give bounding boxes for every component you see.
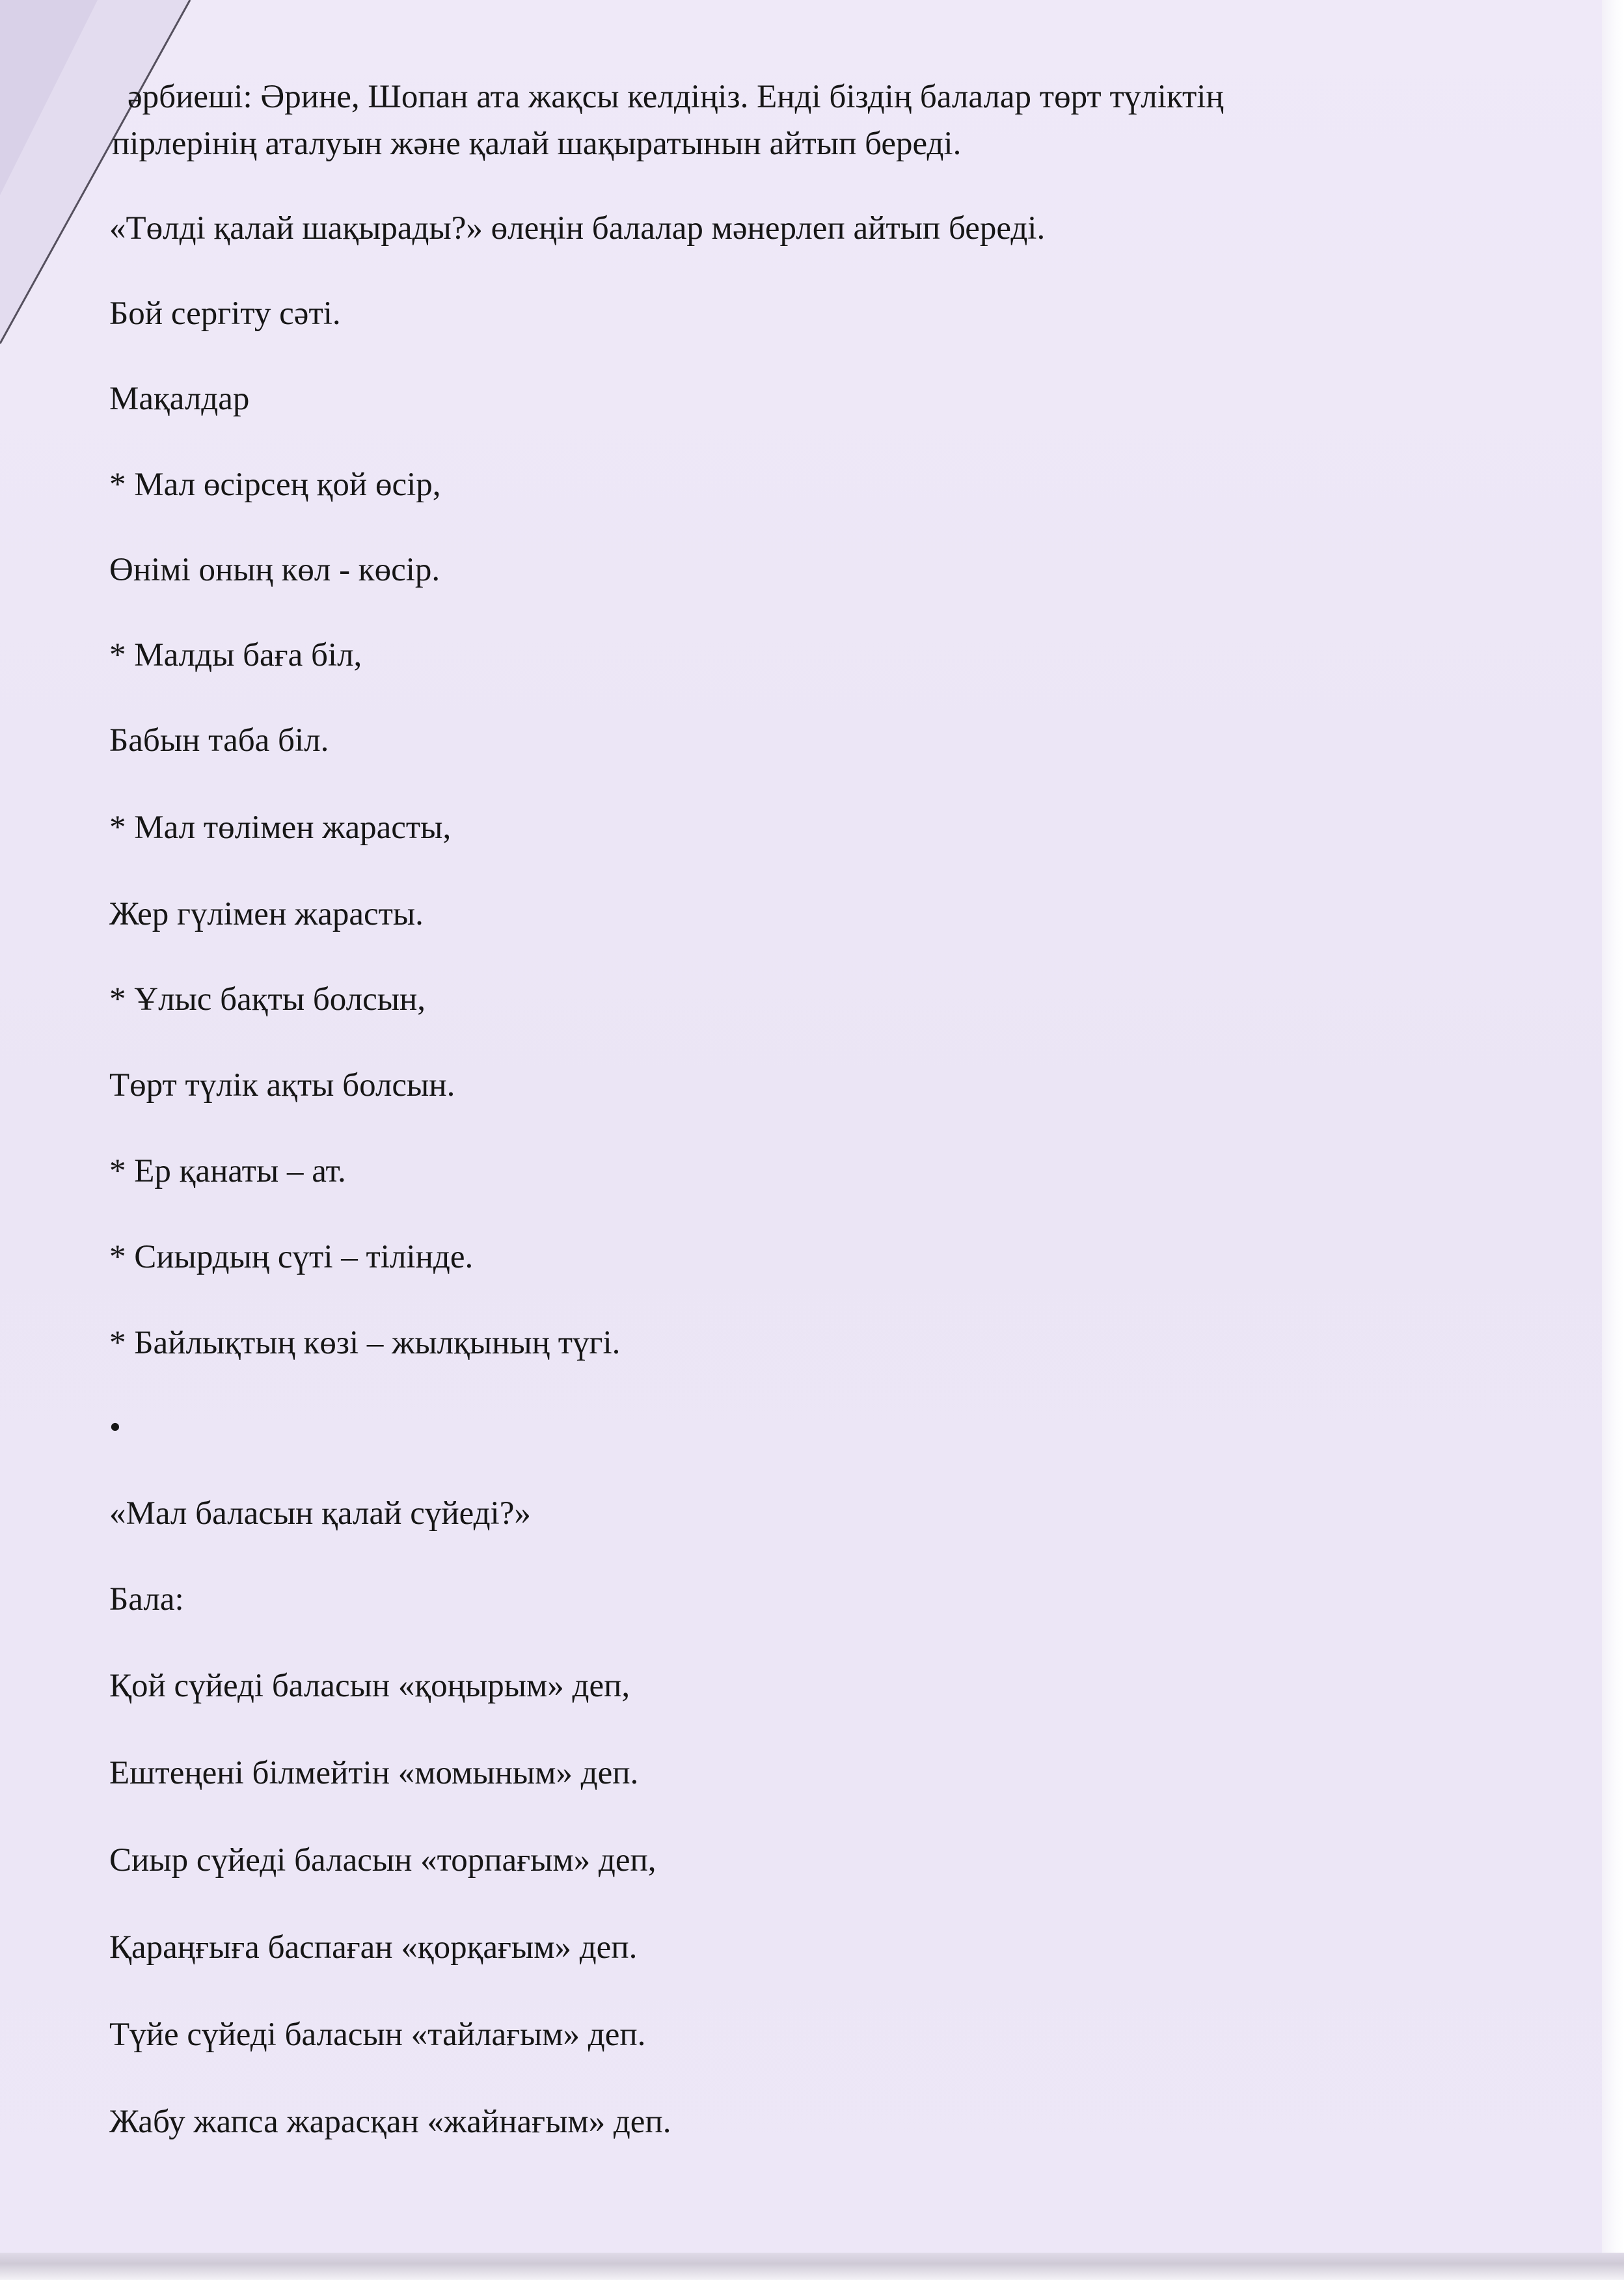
text-line-9: Бабын таба біл.: [109, 722, 329, 759]
text-line-20: Қой сүйеді баласын «қоңырым» деп,: [109, 1668, 630, 1704]
text-line-22: Сиыр сүйеді баласын «торпағым» деп,: [109, 1842, 656, 1879]
text-line-12: * Ұлыс бақты болсын,: [109, 981, 426, 1018]
text-line-17-bullet: •: [109, 1409, 121, 1446]
text-line-14: * Ер қанаты – ат.: [109, 1153, 346, 1189]
text-line-7: Өнімі оның көл - көсір.: [109, 552, 440, 588]
text-line-6: * Мал өсірсең қой өсір,: [109, 467, 441, 503]
right-page-edge: [1602, 0, 1624, 2280]
text-line-13: Төрт түлік ақты болсын.: [109, 1067, 455, 1104]
text-line-19: Бала:: [109, 1581, 184, 1618]
text-line-18: «Мал баласын қалай сүйеді?»: [109, 1495, 531, 1532]
text-line-10: * Мал төлімен жарасты,: [109, 809, 452, 846]
text-line-4: Бой сергіту сәті.: [109, 295, 341, 332]
text-line-21: Ештеңені білмейтін «момыным» деп.: [109, 1755, 639, 1791]
text-line-11: Жер гүлімен жарасты.: [109, 896, 424, 932]
text-line-25: Жабу жапса жарасқан «жайнағым» деп.: [109, 2104, 671, 2140]
text-line-3: «Төлді қалай шақырады?» өлеңін балалар мәнерлеп айтып береді.: [109, 210, 1046, 247]
text-line-5: Мақалдар: [109, 381, 250, 417]
text-line-24: Түйе сүйеді баласын «тайлағым» деп.: [109, 2016, 646, 2053]
text-line-8: * Малды баға біл,: [109, 637, 362, 673]
document-text: [109, 77, 1567, 2142]
text-line-16: * Байлықтың көзі – жылқының түгі.: [109, 1325, 621, 1361]
text-line-23: Қараңғыға баспаған «қорқағым» деп.: [109, 1929, 638, 1966]
text-line-1: әрбиеші: Әрине, Шопан ата жақсы келдіңіз. Енді біздің балалар төрт түліктің: [128, 79, 1224, 115]
text-line-15: * Сиырдың сүті – тілінде.: [109, 1239, 474, 1275]
bottom-page-edge: [0, 2253, 1624, 2280]
text-line-2: пірлерінің аталуын және қалай шақыратынын айтып береді.: [112, 126, 962, 162]
